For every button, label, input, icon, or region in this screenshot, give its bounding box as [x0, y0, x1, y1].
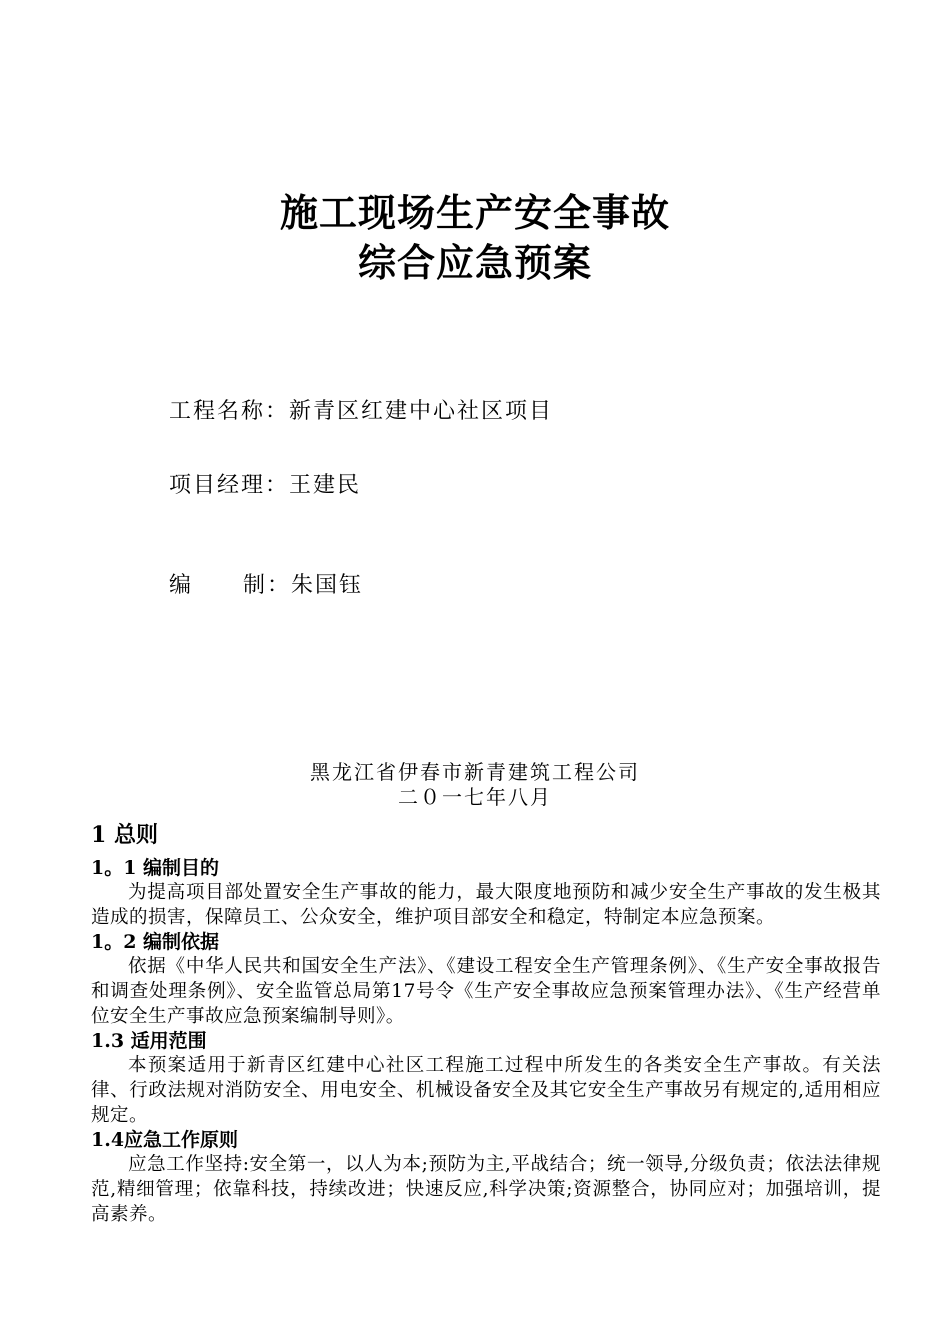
- subsection-text-basis: 依据《中华人民共和国安全生产法》、《建设工程安全生产管理条例》、《生产安全事故报告和调查处理条例》、安全监管总局第17号令《生产安全事故应急预案管理办法》、《生产经营单位安全生产事故应急预案编制导则》。: [91, 956, 881, 1027]
- document-title-line1: 施工现场生产安全事故: [279, 190, 670, 235]
- subsection-heading-basis: 1。2 编制依据: [91, 931, 220, 953]
- section-heading: 1 总则: [91, 822, 158, 848]
- document-title-line2: 综合应急预案: [357, 240, 592, 285]
- compiler-value: 朱国钰: [291, 573, 364, 598]
- subsection-heading-principles: 1.4应急工作原则: [91, 1129, 239, 1151]
- project-name-value: 新青区红建中心社区项目: [289, 399, 554, 424]
- project-manager-value: 王建民: [289, 473, 362, 498]
- document-date: 二０一七年八月: [398, 785, 552, 809]
- compiler-label-rest: 制：: [243, 573, 292, 598]
- compiler-row: [169, 572, 363, 600]
- section-general: [91, 820, 881, 1227]
- compiler-label-first-char: 编: [169, 573, 194, 598]
- project-manager-label: 项目经理：: [169, 473, 290, 498]
- subsection-text-principles: 应急工作坚持:安全第一，以人为本;预防为主,平战结合；统一领导,分级负责；依法法律规范,精细管理；依靠科技，持续改进；快速反应,科学决策;资源整合，协同应对；加强培训，提高素养。: [91, 1154, 881, 1225]
- subsection-heading-scope: 1.3 适用范围: [91, 1030, 207, 1052]
- project-manager-row: [169, 472, 361, 500]
- subsection-text-purpose: 为提高项目部处置安全生产事故的能力，最大限度地预防和减少安全生产事故的发生极其造成的损害，保障员工、公众安全，维护项目部安全和稳定，特制定本应急预案。: [91, 882, 881, 928]
- subsection-heading-purpose: 1。1 编制目的: [91, 857, 220, 879]
- subsection-text-scope: 本预案适用于新青区红建中心社区工程施工过程中所发生的各类安全生产事故。有关法律、行政法规对消防安全、用电安全、机械设备安全及其它安全生产事故另有规定的,适用相应规定。: [91, 1055, 881, 1126]
- company-name: 黑龙江省伊春市新青建筑工程公司: [310, 760, 640, 784]
- project-name-row: [169, 398, 553, 426]
- project-name-label: 工程名称：: [169, 399, 290, 424]
